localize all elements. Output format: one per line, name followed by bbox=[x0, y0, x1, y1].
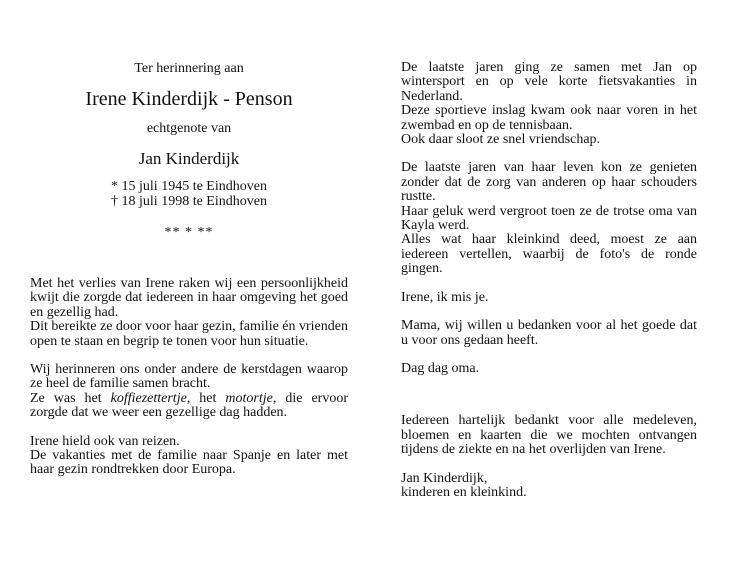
deceased-name: Irene Kinderdijk - Penson bbox=[85, 88, 293, 110]
paragraph: De laatste jaren van haar leven kon ze genieten zonder dat de zorg van anderen op haar schouders rustte. bbox=[401, 160, 697, 205]
paragraph: Irene, ik mis je. bbox=[401, 289, 489, 305]
paragraph: Mama, wij willen u bedanken voor al het goede dat u voor ons gedaan heeft. bbox=[401, 318, 697, 348]
paragraph: Dit bereikte ze door voor haar gezin, familie én vrienden open te staan en begrip te tonen voor hun situatie. bbox=[30, 319, 348, 349]
spouse-intro-line: echtgenote van bbox=[146, 121, 232, 136]
separator-stars: ** * ** bbox=[164, 225, 214, 240]
paragraph: Haar geluk werd vergroot toen ze de trotse oma van Kayla werd. bbox=[401, 203, 697, 234]
paragraph: Alles wat haar kleinkind deed, moest ze aan iedereen vertellen, waarbij de foto's de ronde gingen. bbox=[401, 232, 697, 277]
paragraph: Wij herinneren ons onder andere de kerstdagen waarop ze heel de familie samen bracht. bbox=[30, 362, 348, 392]
paragraph: Met het verlies van Irene raken wij een persoonlijkheid kwijt die zorgde dat iedereen in haar omgeving het goed en gezellig had. bbox=[30, 276, 348, 320]
text-segment: , het bbox=[186, 390, 226, 406]
text-segment: Ze was het bbox=[30, 390, 111, 406]
paragraph: De laatste jaren ging ze samen met Jan op wintersport en op vele korte fietsvakanties in Nederland. bbox=[401, 60, 697, 104]
left-body-text bbox=[30, 277, 348, 478]
paragraph: Deze sportieve inslag kwam ook naar voren in het zwembad en op de tennisbaan. bbox=[401, 103, 697, 133]
signature-line: kinderen en kleinkind. bbox=[401, 484, 527, 500]
paragraph: Dag dag oma. bbox=[401, 360, 480, 376]
thank-you-paragraph: Iedereen hartelijk bedankt voor alle medeleven, bloemen en kaarten die we mochten ontvangen tijdens de ziekte en na het overlijden van Irene. bbox=[401, 413, 697, 458]
birth-date: * 15 juli 1945 te Eindhoven bbox=[111, 179, 267, 194]
intro-line: Ter herinnering aan bbox=[134, 61, 244, 76]
death-date: † 18 juli 1998 te Eindhoven bbox=[111, 194, 267, 209]
signature-line: Jan Kinderdijk, bbox=[401, 470, 488, 486]
text-segment: , die ervoor zorgde dat we weer een gezellige dag hadden. bbox=[30, 390, 348, 421]
paragraph: De vakanties met de familie naar Spanje en later met haar gezin rondtrekken door Europa. bbox=[30, 448, 348, 478]
paragraph: Irene hield ook van reizen. bbox=[30, 433, 180, 449]
spouse-name: Jan Kinderdijk bbox=[138, 149, 240, 168]
left-column bbox=[30, 61, 348, 478]
italic-word: koffiezettertje bbox=[110, 390, 187, 406]
italic-word: motortje bbox=[225, 390, 273, 406]
right-column bbox=[401, 61, 697, 500]
paragraph-italic-mentions bbox=[30, 392, 348, 421]
paragraph: Ook daar sloot ze snel vriendschap. bbox=[401, 132, 601, 148]
